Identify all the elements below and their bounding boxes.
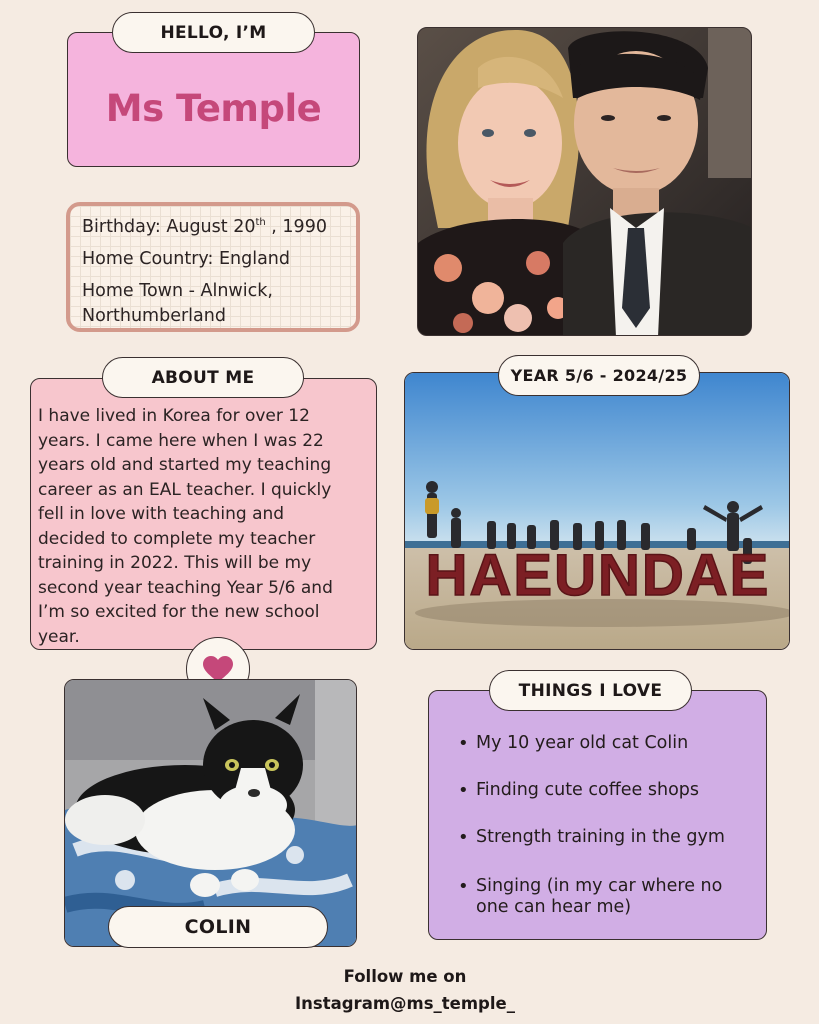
- couple-photo: [417, 27, 752, 336]
- greeting-label: HELLO, I’M: [112, 12, 315, 53]
- list-item: [458, 827, 758, 848]
- home-town-line2: Northumberland: [82, 306, 226, 326]
- about-line: years. I came here when I was 22: [38, 430, 324, 451]
- list-item-text: My 10 year old cat Colin: [476, 733, 689, 753]
- home-town-line1: Home Town - Alnwick,: [82, 281, 273, 301]
- list-item-text: Strength training in the gym: [476, 827, 725, 847]
- things-i-love-list: [458, 733, 758, 918]
- couple-photo-illustration: [418, 28, 752, 336]
- about-line: fell in love with teaching and: [38, 504, 285, 524]
- list-item-text-continued: one can hear me): [476, 897, 632, 917]
- about-line: training in 2022. This will be my: [38, 553, 312, 573]
- list-item: [458, 780, 758, 801]
- about-me-heading: ABOUT ME: [102, 357, 304, 398]
- birthday-text: Birthday: August 20: [82, 217, 256, 237]
- birthday-line: [82, 215, 356, 240]
- instagram-handle[interactable]: Instagram@ms_temple_: [295, 994, 515, 1013]
- about-line: I’m so excited for the new school: [38, 602, 320, 622]
- cat-name-label: COLIN: [108, 906, 328, 948]
- list-item: [458, 733, 758, 754]
- things-i-love-heading: THINGS I LOVE: [489, 670, 692, 711]
- about-line: career as an EAL teacher. I quickly: [38, 479, 332, 500]
- footer-follow-text: Follow me on: [343, 967, 467, 986]
- about-line: decided to complete my teacher: [38, 528, 316, 549]
- personal-facts-card: [66, 202, 360, 332]
- birthday-ordinal: th: [255, 217, 266, 229]
- about-line: second year teaching Year 5/6 and: [38, 577, 333, 598]
- teacher-name: Ms Temple: [105, 87, 322, 130]
- list-item: [458, 876, 758, 918]
- beach-photo-illustration: [405, 373, 790, 650]
- home-country-line: Home Country: England: [82, 249, 290, 269]
- class-year-heading: YEAR 5/6 - 2024/25: [498, 355, 700, 396]
- birthday-year: , 1990: [265, 217, 327, 237]
- list-item-text: Singing (in my car where no: [476, 876, 723, 896]
- haeundae-sign: HAEUNDAE: [425, 543, 771, 608]
- footer: [220, 963, 590, 1017]
- list-item-text: Finding cute coffee shops: [476, 780, 700, 800]
- about-line: years old and started my teaching: [38, 455, 332, 475]
- about-me-text: [38, 404, 378, 649]
- about-line: year.: [38, 626, 80, 647]
- about-line: I have lived in Korea for over 12: [38, 406, 310, 426]
- class-trip-photo: [404, 372, 790, 650]
